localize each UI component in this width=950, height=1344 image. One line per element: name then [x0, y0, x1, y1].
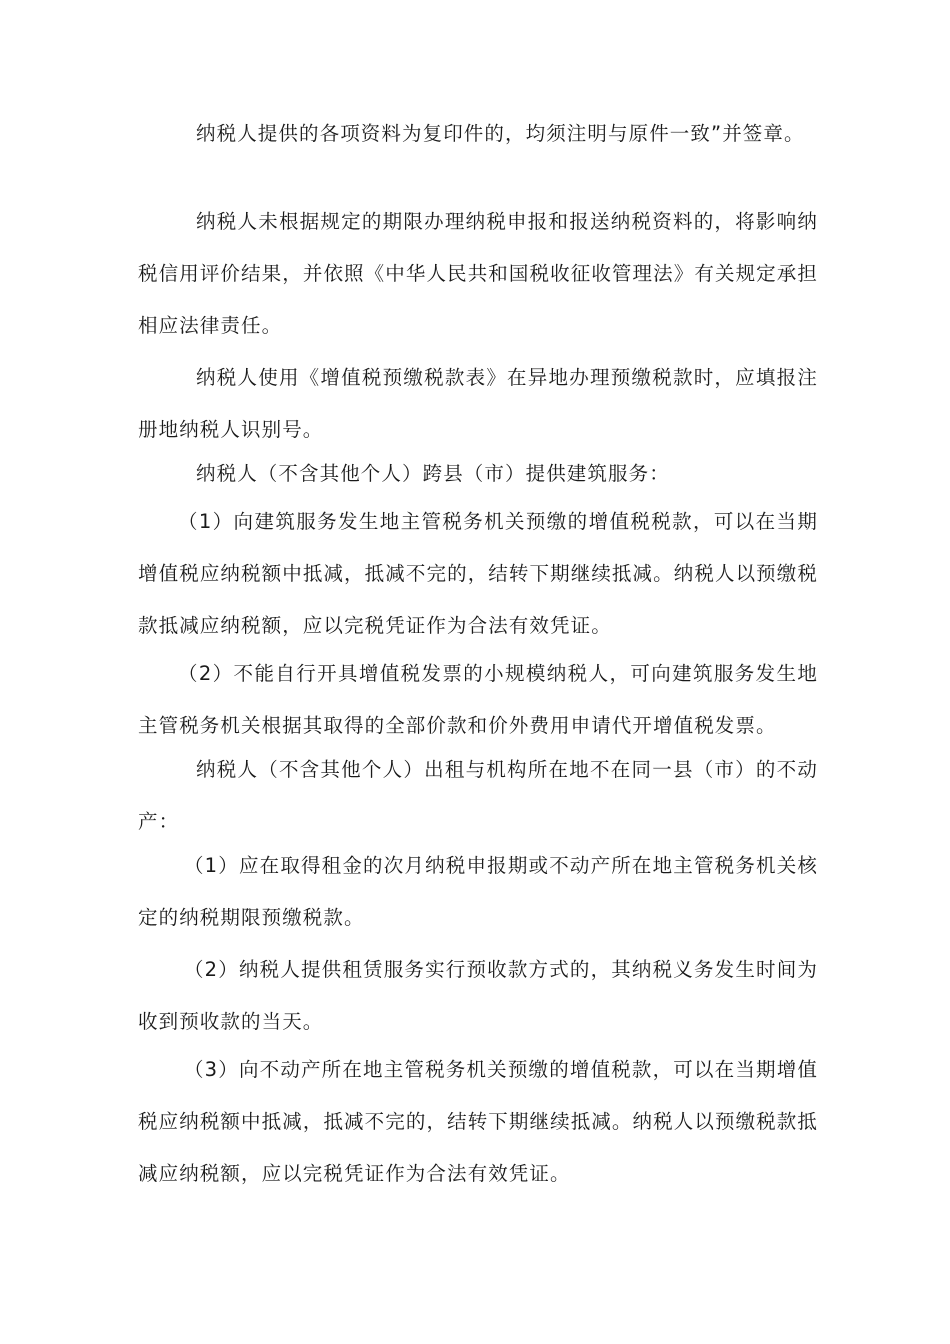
paragraph-lease-heading: 纳税人（不含其他个人）出租与机构所在地不在同一县（市）的不动产： — [138, 758, 818, 833]
paragraph-lease-item-3: （3）向不动产所在地主管税务机关预缴的增值税款，可以在当期增值税应纳税额中抵减，抵减不完的，结转下期继续抵减。纳税人以预缴税款抵减应纳税额，应以完税凭证作为合法有效凭证。 — [138, 1058, 818, 1185]
paragraph-lease-item-1: （1）应在取得租金的次月纳税申报期或不动产所在地主管税务机关核定的纳税期限预缴税款。 — [138, 854, 818, 929]
paragraph-prepayment-form: 纳税人使用《增值税预缴税款表》在异地办理预缴税款时，应填报注册地纳税人识别号。 — [138, 366, 818, 441]
paragraph-copy-documents: 纳税人提供的各项资料为复印件的，均须注明与原件一致”并签章。 — [196, 122, 805, 145]
paragraph-construction-item-1: （1）向建筑服务发生地主管税务机关预缴的增值税税款，可以在当期增值税应纳税额中抵减，抵减不完的，结转下期继续抵减。纳税人以预缴税款抵减应纳税额，应以完税凭证作为合法有效凭证。 — [138, 510, 818, 637]
paragraph-late-filing: 纳税人未根据规定的期限办理纳税申报和报送纳税资料的，将影响纳税信用评价结果，并依照《中华人民共和国税收征收管理法》有关规定承担相应法律责任。 — [138, 210, 818, 337]
paragraph-construction-heading: 纳税人（不含其他个人）跨县（市）提供建筑服务： — [196, 462, 670, 485]
paragraph-lease-item-2: （2）纳税人提供租赁服务实行预收款方式的，其纳税义务发生时间为收到预收款的当天。 — [138, 958, 818, 1033]
paragraph-construction-item-2: （2）不能自行开具增值税发票的小规模纳税人，可向建筑服务发生地主管税务机关根据其取得的全部价款和价外费用申请代开增值税发票。 — [138, 662, 818, 737]
